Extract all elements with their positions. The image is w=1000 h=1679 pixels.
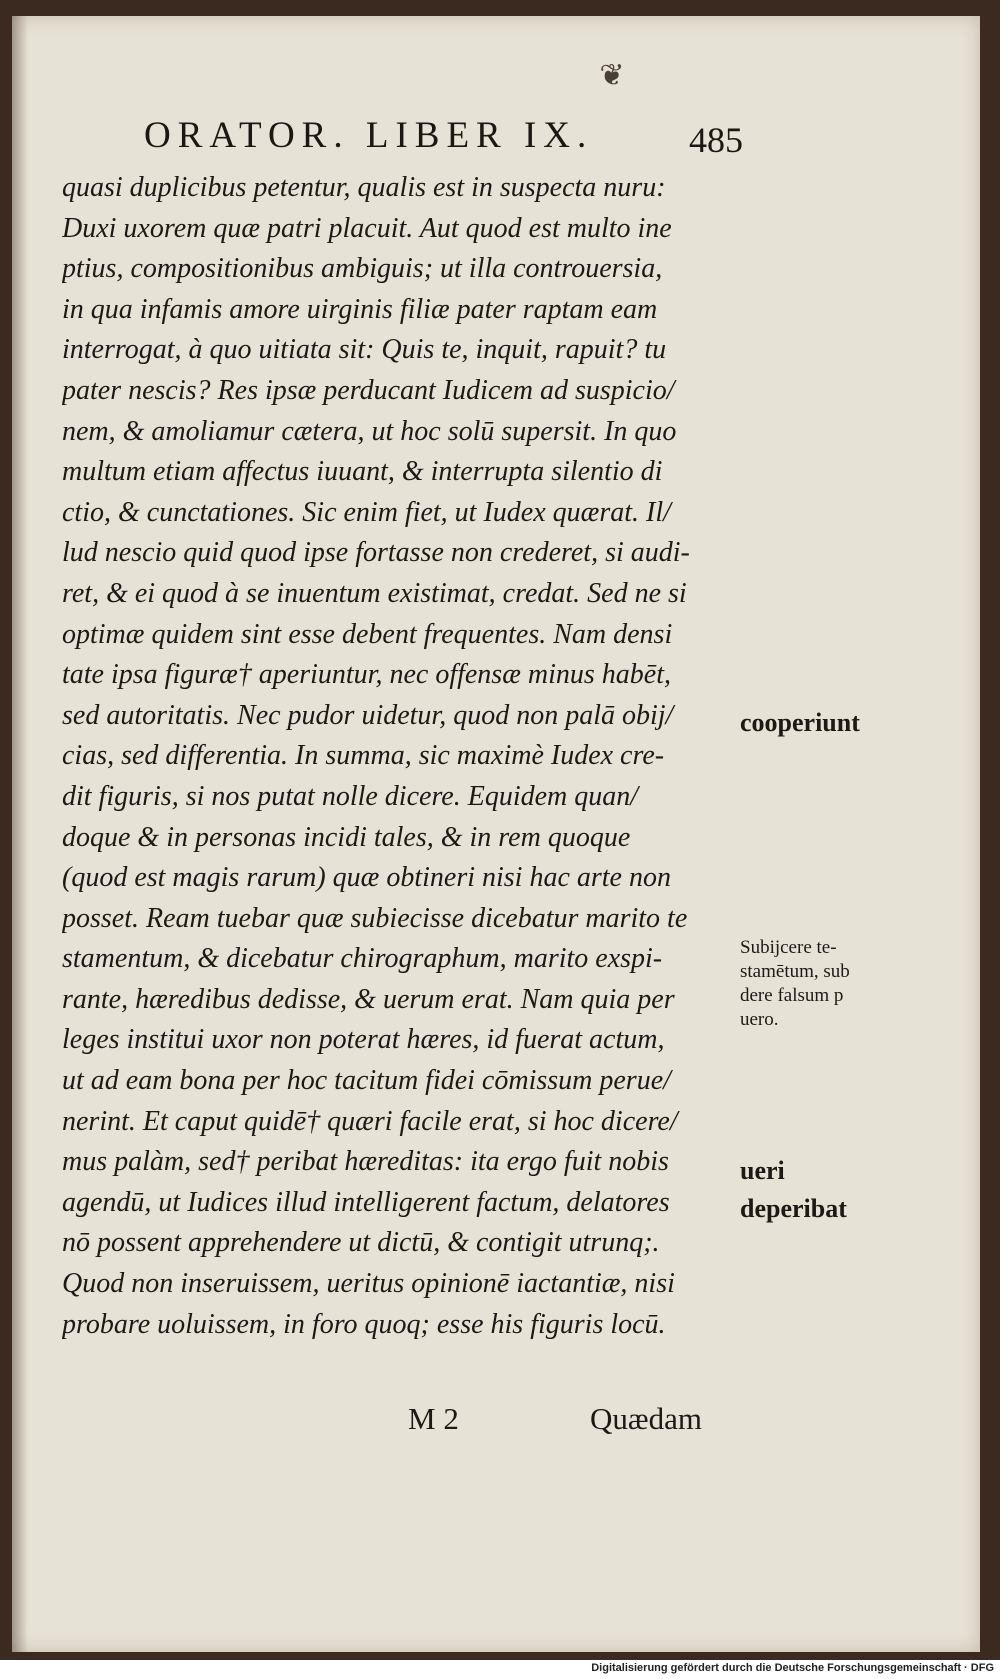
signature-mark: M 2 bbox=[408, 1401, 459, 1436]
text-line: optimæ quidem sint esse debent frequentes. Nam densi bbox=[62, 618, 673, 650]
text-line: stamentum, & dicebatur chirographum, marito exspi- bbox=[62, 943, 663, 975]
text-line: nerint. Et caput quidē† quæri facile erat, si hoc dicere/ bbox=[62, 1105, 678, 1137]
text-line: pater nescis? Res ipsæ perducant Iudicem ad suspicio/ bbox=[62, 374, 675, 406]
running-head: ORATOR. LIBER IX. bbox=[144, 115, 594, 156]
text-line: Quod non inseruissem, ueritus opinionē iactantiæ, nisi bbox=[62, 1268, 675, 1300]
page-number: 485 bbox=[689, 120, 743, 160]
text-line: interrogat, à quo uitiata sit: Quis te, inquit, rapuit? tu bbox=[62, 334, 667, 366]
digitization-credit: Digitalisierung gefördert durch die Deutsche Forschungsgemeinschaft · DFG bbox=[591, 1662, 994, 1674]
catchword: Quædam bbox=[590, 1401, 702, 1436]
text-line: ctio, & cunctationes. Sic enim fiet, ut Iudex quærat. Il/ bbox=[62, 496, 671, 528]
text-line: rante, hæredibus dedisse, & uerum erat. Nam quia per bbox=[62, 983, 675, 1015]
text-line: in qua infamis amore uirginis filiæ pater raptam eam bbox=[62, 293, 658, 325]
text-line: ut ad eam bona per hoc tacitum fidei cōmissum perue/ bbox=[62, 1065, 671, 1097]
text-line: Duxi uxorem quæ patri placuit. Aut quod est multo ine bbox=[62, 212, 672, 244]
margin-note-cooperiunt: cooperiunt bbox=[740, 708, 860, 737]
margin-note-deperibat: deperibat bbox=[740, 1194, 847, 1223]
margin-note-ueri: ueri bbox=[740, 1156, 785, 1185]
book-page bbox=[12, 16, 980, 1652]
text-line: agendū, ut Iudices illud intelligerent factum, delatores bbox=[62, 1186, 670, 1218]
text-line: dit figuris, si nos putat nolle dicere. Equidem quan/ bbox=[62, 780, 639, 812]
text-line: (quod est magis rarum) quæ obtineri nisi hac arte non bbox=[62, 862, 671, 894]
text-line: mus palàm, sed† peribat hæreditas: ita ergo fuit nobis bbox=[62, 1146, 669, 1178]
text-line: lud nescio quid quod ipse fortasse non crederet, si audi- bbox=[62, 537, 690, 569]
ink-stain-icon: ❦ bbox=[599, 58, 625, 93]
text-line: cias, sed differentia. In summa, sic maximè Iudex cre- bbox=[62, 740, 665, 772]
text-line: nō possent apprehendere ut dictū, & contigit utrunq;. bbox=[62, 1227, 660, 1259]
text-line: multum etiam affectus iuuant, & interrupta silentio di bbox=[62, 456, 663, 488]
body-text bbox=[62, 168, 742, 1345]
text-line: nem, & amoliamur cætera, ut hoc solū supersit. In quo bbox=[62, 415, 677, 447]
text-line: quasi duplicibus petentur, qualis est in suspecta nuru: bbox=[62, 172, 666, 203]
text-line: posset. Ream tuebar quæ subiecisse dicebatur marito te bbox=[62, 902, 688, 934]
text-line: ptius, compositionibus ambiguis; ut illa controuersia, bbox=[62, 253, 663, 285]
text-line: doque & in personas incidi tales, & in rem quoque bbox=[62, 821, 631, 853]
text-line: tate ipsa figuræ† aperiuntur, nec offensæ minus habēt, bbox=[62, 659, 671, 691]
text-line: ret, & ei quod à se inuentum existimat, credat. Sed ne si bbox=[62, 577, 687, 609]
text-line: probare uoluissem, in foro quoq; esse his figuris locū. bbox=[62, 1308, 666, 1340]
text-line: sed autoritatis. Nec pudor uidetur, quod non palā obij/ bbox=[62, 699, 674, 731]
spine-shadow bbox=[12, 16, 28, 1652]
margin-note-subijcere: Subijcere te- stamētum, sub dere falsum p uero. bbox=[740, 937, 850, 1030]
text-line: leges institui uxor non poterat hæres, id fuerat actum, bbox=[62, 1024, 665, 1056]
